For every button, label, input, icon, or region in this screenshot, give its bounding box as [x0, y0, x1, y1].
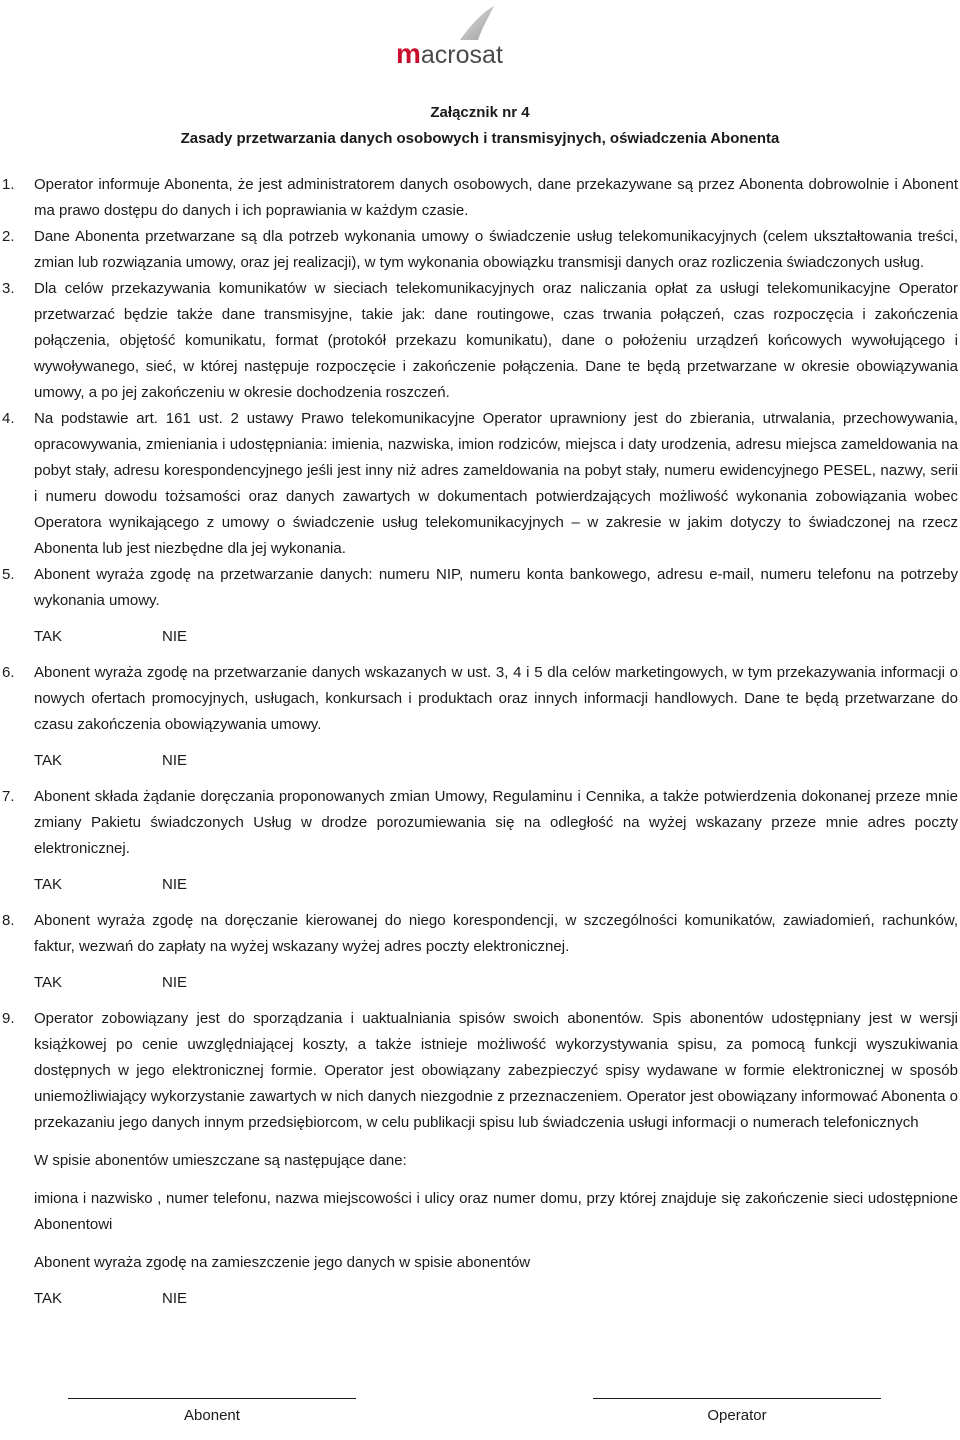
clause-text: Na podstawie art. 161 ust. 2 ustawy Prawo telekomunikacyjne Operator uprawniony jest do zbierania, utrwalania, przechowywania, opracowywania, zmieniania i udostępniania: imienia, nazwiska, imion rodziców, miejsca i daty urodzenia, adresu miejsca zameldowania na pobyt stały, adresu korespondencyjnego jeśli jest inny niż adres zameldowania na pobyt stały, numeru ewidencyjnego PESEL, nazwy, serii i numeru dowodu tożsamości oraz danych zawartych w dokumentach potwierdzających możliwość wykonania zobowiązania wobec Operatora wynikającego z umowy o świadczenie usług telekomunikacyjnych – w zakresie w jakim dotyczy to świadczonej na rzecz Abonenta lub jest niezbędne dla jej wykonania.: [34, 410, 958, 557]
no-option[interactable]: NIE: [162, 628, 188, 645]
clause-4: [0, 406, 960, 562]
consent-choice-8: [0, 970, 960, 996]
macrosat-logo: [396, 4, 536, 68]
yes-option[interactable]: TAK: [34, 876, 63, 893]
directory-intro: W spisie abonentów umieszczane są następujące dane:: [34, 1152, 407, 1169]
no-option[interactable]: NIE: [162, 752, 188, 769]
signature-line[interactable]: [68, 1398, 356, 1399]
clause-number: 8.: [2, 912, 15, 929]
clause-2: [0, 224, 960, 276]
clause-number: 9.: [2, 1010, 15, 1027]
clause-number: 4.: [2, 410, 15, 427]
clause-text: Abonent wyraża zgodę na przetwarzanie danych wskazanych w ust. 3, 4 i 5 dla celów marketingowych, w tym przekazywania informacji o nowych ofertach promocyjnych, usługach, konkursach i produktach oraz innych informacji handlowych. Dane te będą przetwarzane do czasu zakończenia obowiązywania umowy.: [34, 664, 958, 733]
clause-text: Abonent składa żądanie doręczania proponowanych zmian Umowy, Regulaminu i Cennika, a także potwierdzenia dokonanej przeze mnie zmiany Pakietu świadczonych Usług w drodze porozumiewania się na odległość na wyżej wskazany przeze mnie adres poczty elektronicznej.: [34, 788, 958, 857]
clause-number: 5.: [2, 566, 15, 583]
signature-line[interactable]: [593, 1398, 881, 1399]
yes-option[interactable]: TAK: [34, 628, 63, 645]
clause-text: Dla celów przekazywania komunikatów w sieciach telekomunikacyjnych oraz naliczania opłat za usługi telekomunikacyjne Operator przetwarzać będzie także dane transmisyjne, takie jak: dane routingowe, czas trwania połączeń, czas rozpoczęcia i zakończenia połączenia, objętość komunikatu, format (protokół przekazu komunikatu), dane o położeniu urządzeń końcowych wywołującego i wywoływanego, sieć, w której następuje rozpoczęcie i zakończenie połączenia. Dane te będą przetwarzane w okresie obowiązywania umowy, a po jej zakończeniu w okresie dochodzenia roszczeń.: [34, 280, 958, 401]
document-title: Zasady przetwarzania danych osobowych i transmisyjnych, oświadczenia Abonenta: [180, 130, 780, 147]
logo-name: acrosat: [420, 41, 503, 69]
clause-6: [0, 660, 960, 738]
clause-number: 7.: [2, 788, 15, 805]
consent-choice-6: [0, 748, 960, 774]
signature-label: Abonent: [184, 1407, 240, 1424]
no-option[interactable]: NIE: [162, 1290, 188, 1307]
signature-label: Operator: [707, 1407, 767, 1424]
clause-text: Operator informuje Abonenta, że jest administratorem danych osobowych, dane przekazywane są przez Abonenta dobrowolnie i Abonent ma prawo dostępu do danych i ich poprawiania w każdym czasie.: [34, 176, 958, 219]
consent-choice-5: [0, 624, 960, 650]
clause-text: Dane Abonenta przetwarzane są dla potrzeb wykonania umowy o świadczenie usług telekomunikacyjnych (celem ukształtowania treści, zmian lub rozwiązania umowy, oraz jej realizacji), w tym wykonania obowiązku transmisji danych oraz rozliczenia świadczonych usług.: [34, 228, 958, 271]
directory-consent: Abonent wyraża zgodę na zamieszczenie jego danych w spisie abonentów: [34, 1254, 531, 1271]
no-option[interactable]: NIE: [162, 974, 188, 991]
clause-9: [0, 1006, 960, 1136]
clause-number: 2.: [2, 228, 15, 245]
consent-choice-directory: [0, 1286, 960, 1312]
clause-7: [0, 784, 960, 862]
consent-choice-7: [0, 872, 960, 898]
clause-text: Abonent wyraża zgodę na przetwarzanie danych: numeru NIP, numeru konta bankowego, adresu e-mail, numeru telefonu na potrzeby wykonania umowy.: [34, 566, 958, 609]
no-option[interactable]: NIE: [162, 876, 188, 893]
clauses-list: [0, 172, 960, 1322]
operator-signature: [593, 1398, 881, 1424]
directory-fields: imiona i nazwisko , numer telefonu, nazwa miejscowości i ulicy oraz numer domu, przy której znajduje się zakończenie sieci udostępnione Abonentowi: [34, 1190, 958, 1233]
yes-option[interactable]: TAK: [34, 1290, 63, 1307]
logo-wordmark: [396, 38, 503, 70]
clause-5: [0, 562, 960, 614]
subscriber-signature: [68, 1398, 356, 1424]
clause-number: 6.: [2, 664, 15, 681]
attachment-number: Załącznik nr 4: [430, 104, 530, 121]
clause-text: Abonent wyraża zgodę na doręczanie kierowanej do niego korespondencji, w szczególności komunikatów, zawiadomień, rachunków, faktur, wezwań do zapłaty na wyżej wskazany wyżej adres poczty elektronicznej.: [34, 912, 958, 955]
logo-initial: m: [396, 38, 421, 69]
clause-text: Operator zobowiązany jest do sporządzania i uaktualniania spisów swoich abonentów. Spis abonentów udostępniany jest w wersji książkowej po cenie uwzględniającej koszty, a także istnieje możliwość wykorzystywania spisu, za pomocą funkcji wyszukiwania dostępnych w jego elektronicznej formie. Operator jest obowiązany zabezpieczyć spisy wydawane w formie elektronicznej w sposób uniemożliwiający wykorzystanie zawartych w nich danych niezgodnie z przeznaczeniem. Operator jest obowiązany informować Abonenta o przekazaniu jego danych innym przedsiębiorcom, w celu publikacji spisu lub świadczenia usługi informacji o numerach telefonicznych: [34, 1010, 958, 1131]
clause-8: [0, 908, 960, 960]
yes-option[interactable]: TAK: [34, 752, 63, 769]
clause-3: [0, 276, 960, 406]
clause-number: 3.: [2, 280, 15, 297]
clause-1: [0, 172, 960, 224]
clause-number: 1.: [2, 176, 15, 193]
yes-option[interactable]: TAK: [34, 974, 63, 991]
